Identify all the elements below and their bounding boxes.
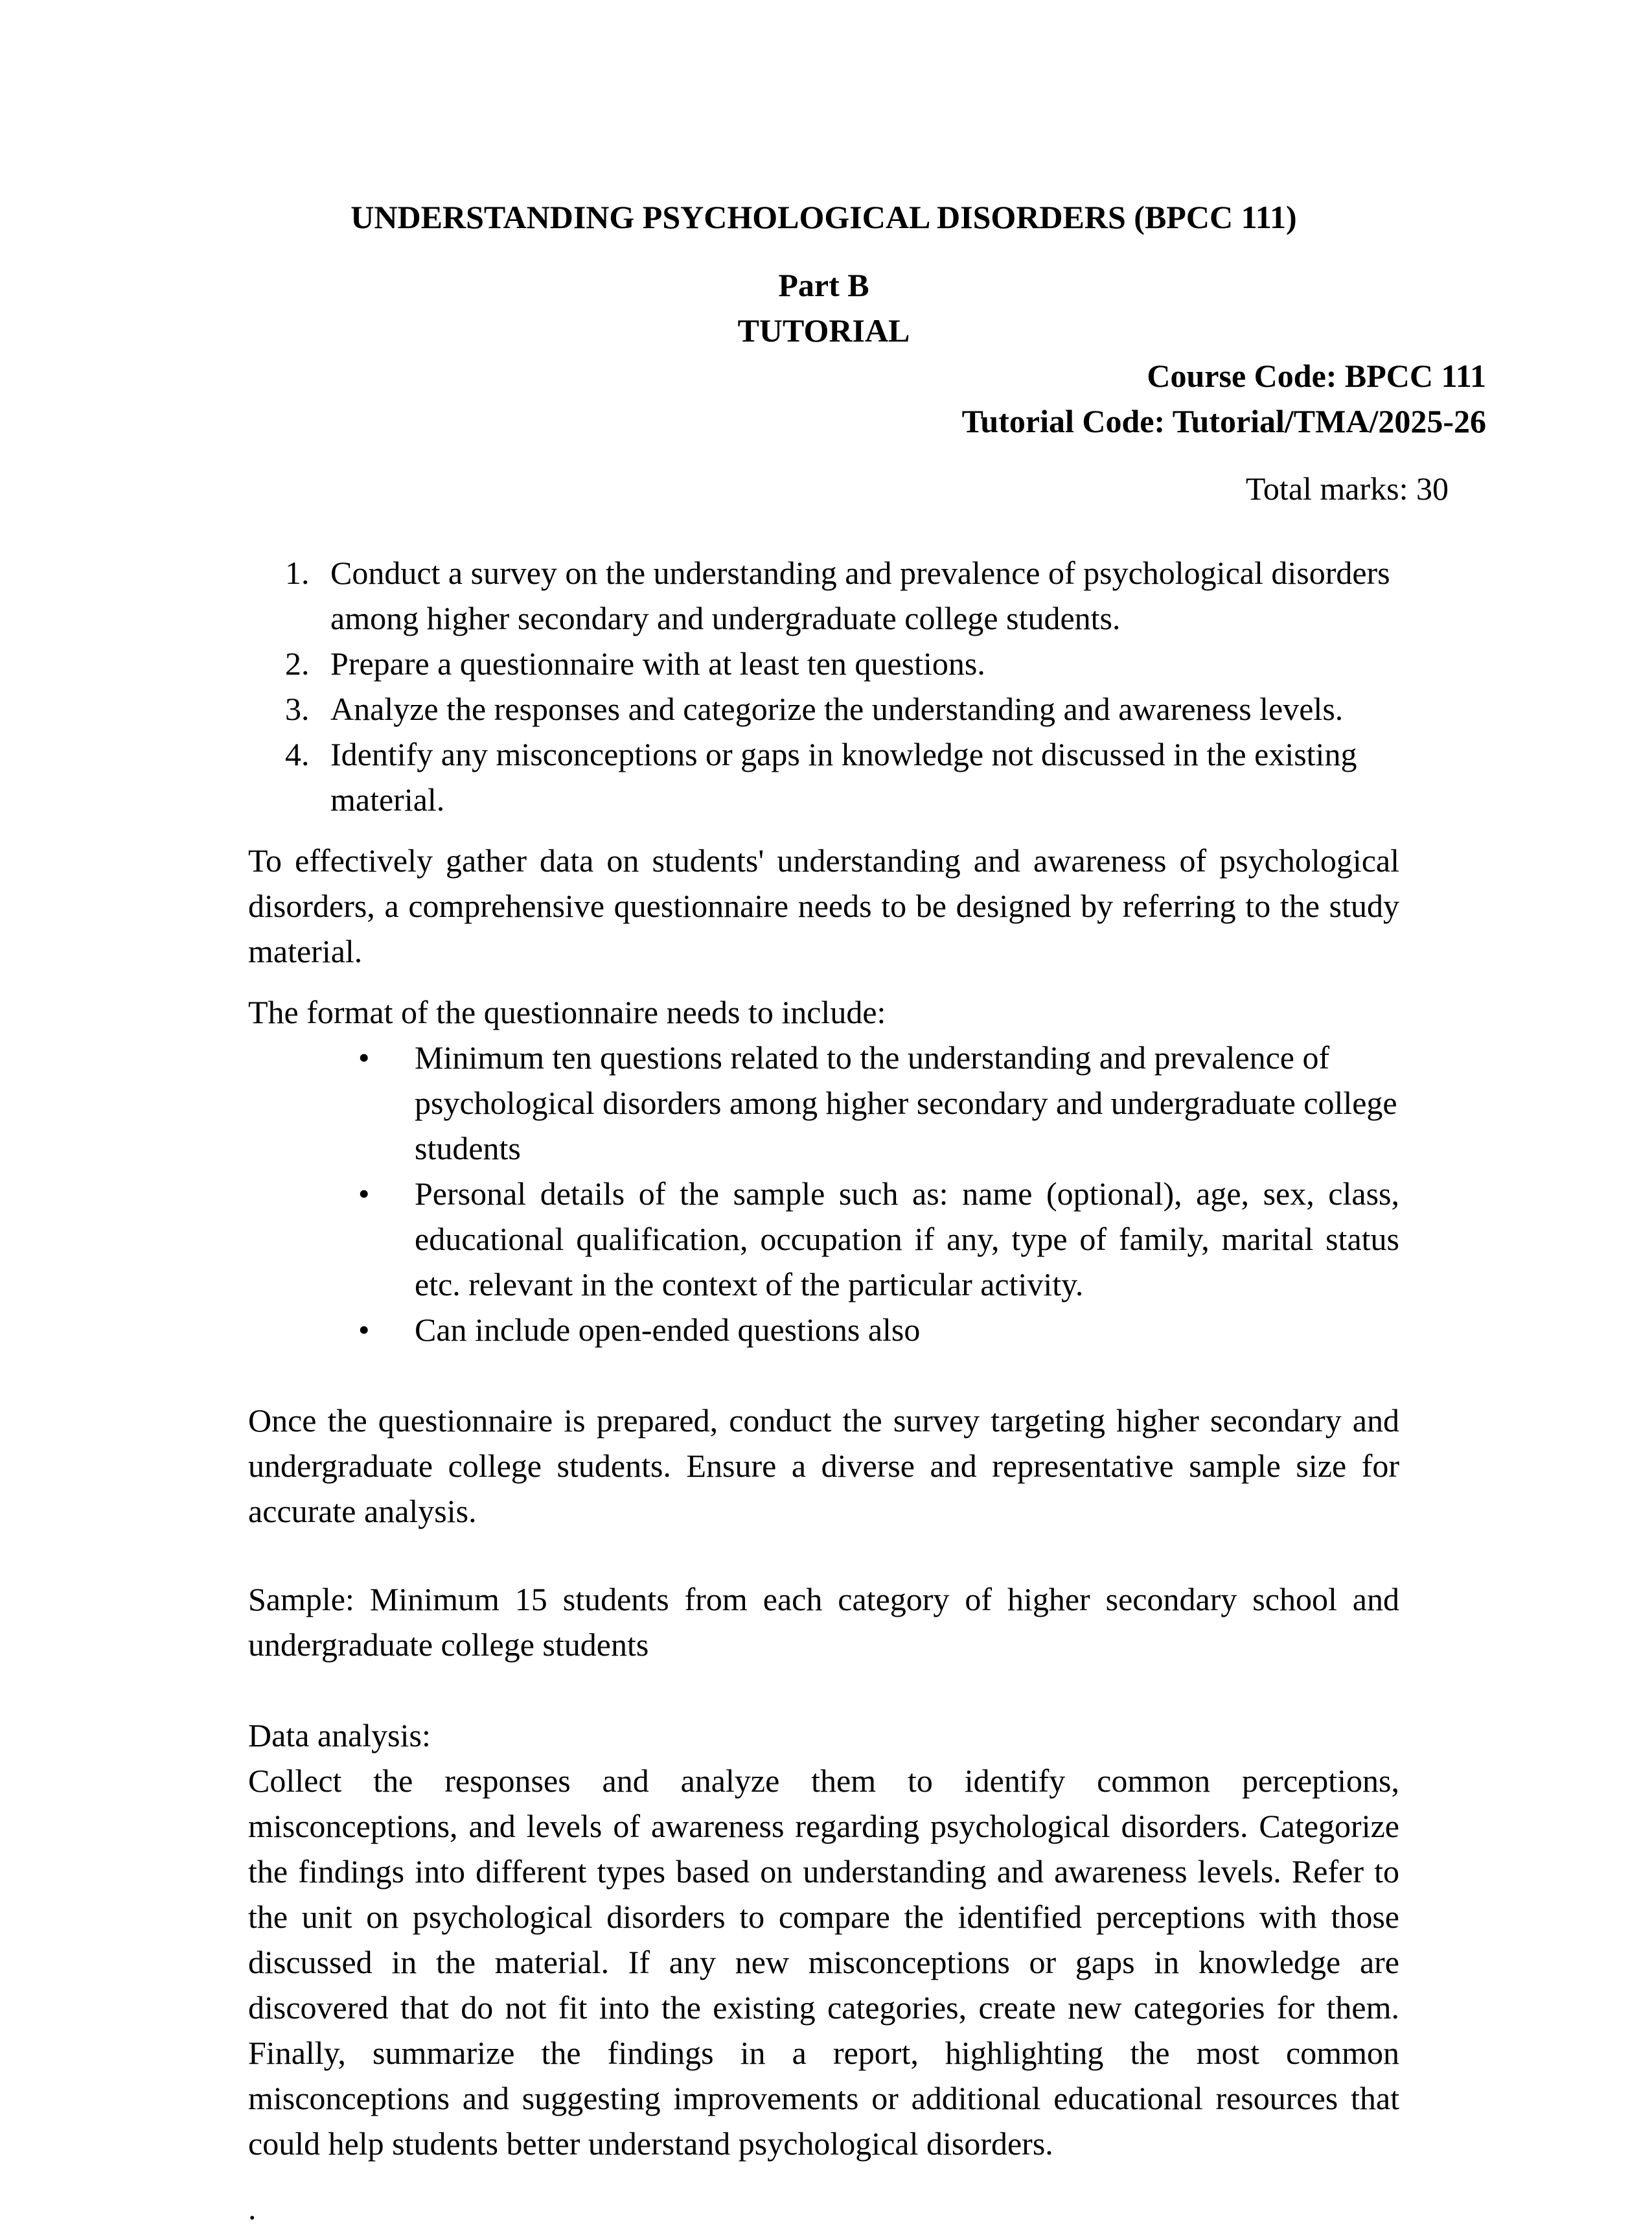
task-number: 1.	[285, 555, 310, 591]
task-number: 4.	[285, 736, 310, 772]
bullet-text: Personal details of the sample such as: name (optional), age, sex, class, educational qualification, occupation if any, type of family, marital status etc. relevant in the context of the particular activity.	[415, 1175, 1399, 1302]
bullet-item	[248, 1171, 1399, 1307]
bullet-icon: •	[358, 1312, 370, 1348]
bullet-list	[248, 1035, 1399, 1352]
bullet-text: Can include open-ended questions also	[415, 1312, 921, 1348]
course-code: Course Code: BPCC 111	[1147, 358, 1486, 394]
task-text: Conduct a survey on the understanding and prevalence of psychological disorders among higher secondary and undergraduate college students.	[330, 555, 1390, 636]
doc-title: UNDERSTANDING PSYCHOLOGICAL DISORDERS (BPCC 111)	[350, 199, 1297, 235]
task-number: 2.	[285, 645, 310, 682]
intro-paragraph: To effectively gather data on students' understanding and awareness of psychological disorders, a comprehensive questionnaire needs to be designed by referring to the study material.	[248, 842, 1399, 969]
document-content	[248, 194, 1486, 2231]
total-marks: Total marks: 30	[1245, 470, 1449, 507]
bullet-icon: •	[358, 1039, 370, 1076]
task-item	[248, 732, 1399, 822]
format-heading: The format of the questionnaire needs to include:	[248, 994, 886, 1030]
bullet-text: Minimum ten questions related to the understanding and prevalence of psychological disorders among higher secondary and undergraduate college students	[415, 1039, 1397, 1166]
trailing-period: .	[248, 2190, 257, 2226]
task-number: 3.	[285, 691, 310, 727]
task-text: Identify any misconceptions or gaps in knowledge not discussed in the existing material.	[330, 736, 1357, 818]
task-item	[248, 686, 1399, 732]
task-list	[248, 550, 1399, 822]
task-text: Analyze the responses and categorize the understanding and awareness levels.	[330, 691, 1344, 727]
section-label: TUTORIAL	[737, 312, 910, 349]
bullet-item	[248, 1035, 1399, 1171]
data-analysis-paragraph: Collect the responses and analyze them to identify common perceptions, misconceptions, and levels of awareness regarding psychological disorders. Categorize the findings into different types based on understanding and awareness levels. Refer to the unit on psychological disorders to compare the identified perceptions with those discussed in the material. If any new misconceptions or gaps in knowledge are discovered that do not fit into the existing categories, create new categories for them. Finally, summarize the findings in a report, highlighting the most common misconceptions and suggesting improvements or additional educational resources that could help students better understand psychological disorders.	[248, 1763, 1399, 2162]
part-label: Part B	[778, 267, 869, 303]
sample-paragraph: Sample: Minimum 15 students from each category of higher secondary school and undergraduate college students	[248, 1581, 1399, 1663]
data-analysis-heading: Data analysis:	[248, 1717, 431, 1753]
tutorial-code: Tutorial Code: Tutorial/TMA/2025-26	[961, 403, 1486, 439]
task-text: Prepare a questionnaire with at least ten questions.	[330, 645, 985, 682]
task-item	[248, 550, 1399, 641]
bullet-icon: •	[358, 1175, 370, 1212]
task-item	[248, 641, 1399, 686]
bullet-item	[248, 1307, 1399, 1352]
survey-paragraph: Once the questionnaire is prepared, conduct the survey targeting higher secondary and undergraduate college students. Ensure a diverse and representative sample size for accurate analysis.	[248, 1402, 1399, 1529]
